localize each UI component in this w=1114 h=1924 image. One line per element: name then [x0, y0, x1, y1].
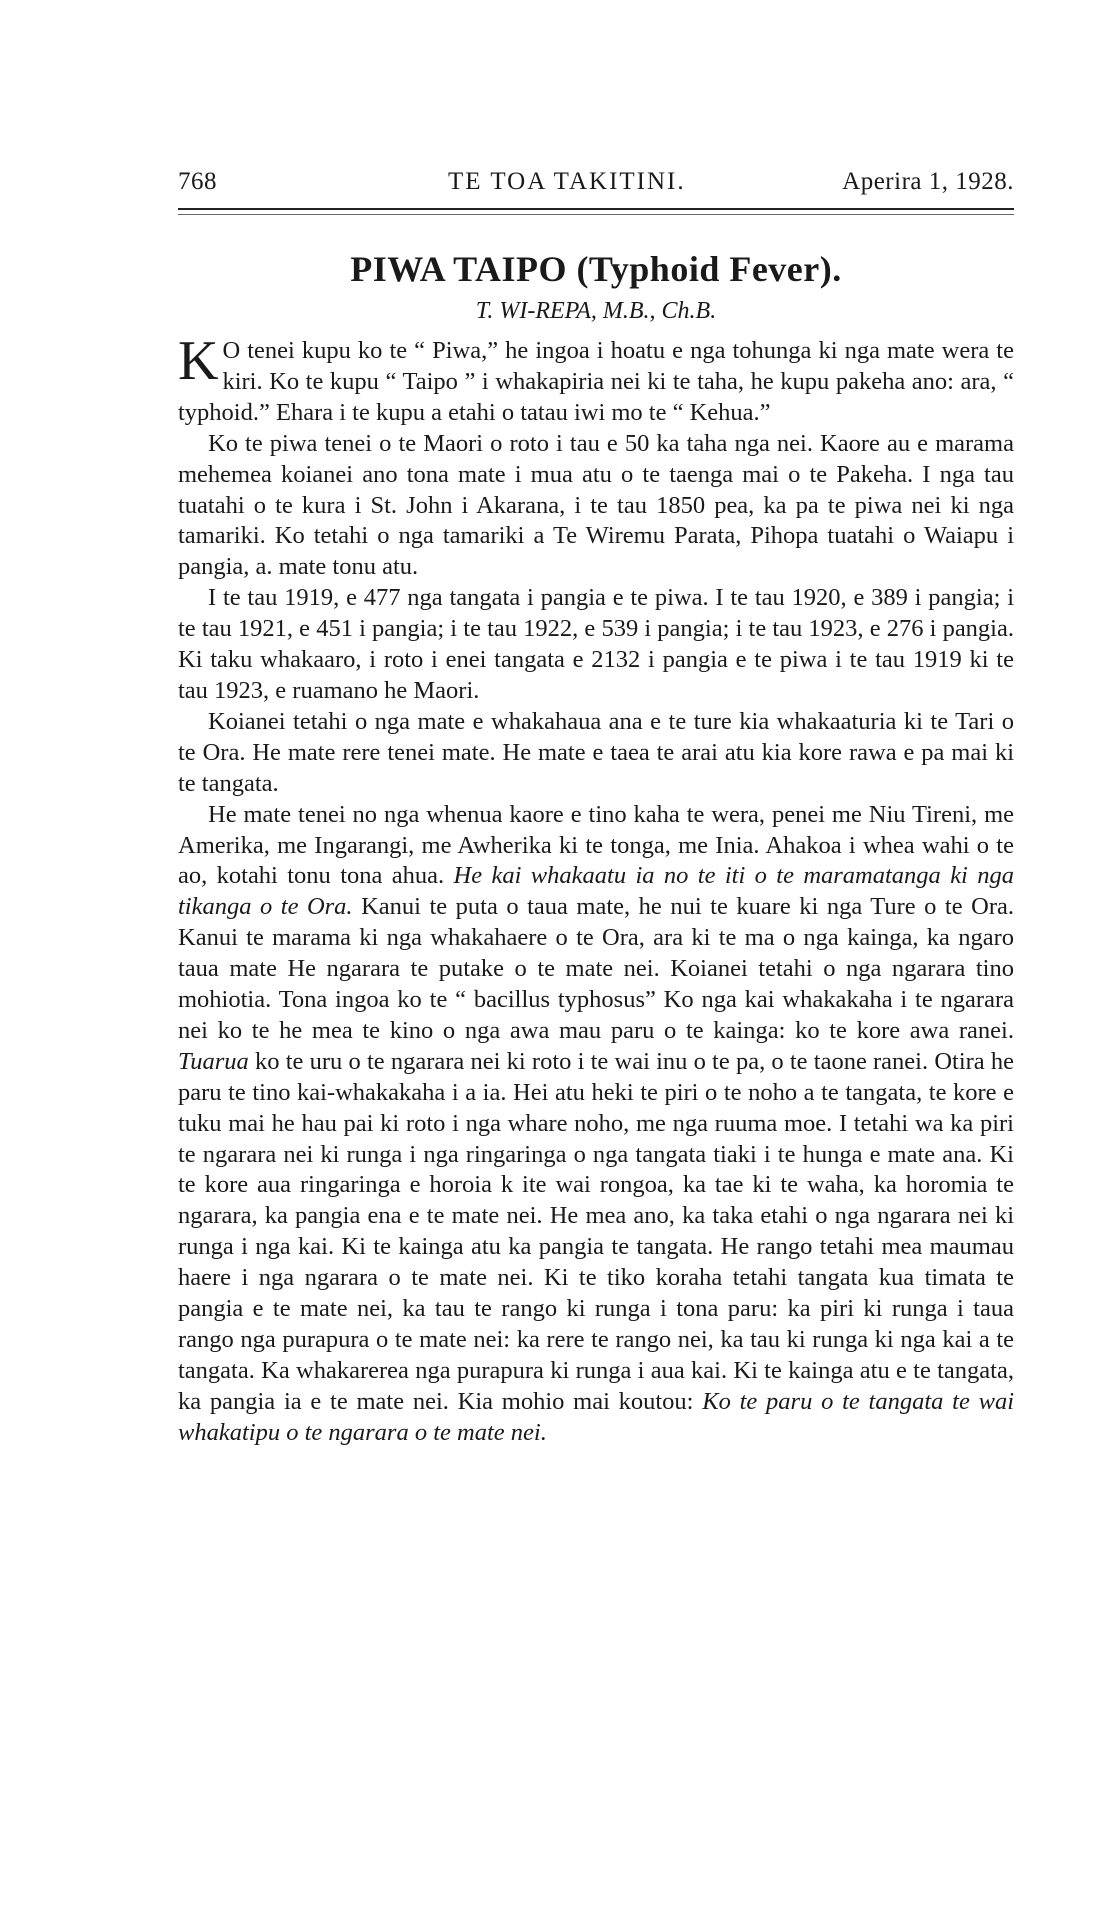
- paragraph-5: [178, 800, 1014, 1449]
- header-rule: [178, 208, 1014, 210]
- page-number: 768: [178, 168, 217, 195]
- article-body: [178, 330, 1015, 1449]
- issue-date: Aperira 1, 1928.: [842, 168, 1014, 195]
- article-byline: T. WI-REPA, M.B., Ch.B.: [475, 298, 717, 324]
- drop-cap: K: [178, 330, 219, 392]
- magazine-title: TE TOA TAKITINI.: [448, 168, 686, 195]
- paragraph-5-part-a: He mate tenei no nga whenua kaore e tino kaha te wera, penei me Niu Tireni, me Amerika, me Ingarangi, me Awherika ki te tonga, me Inia. Ahakoa i whea wahi o te ao, kotahi tonu tona ahua.: [178, 800, 1014, 890]
- paragraph-4: Koianei tetahi o nga mate e whakahaua ana e te ture kia whakaaturia ki te Tari o te Ora. He mate rere tenei mate. He mate e taea te arai atu kia kore rawa e pa mai ki te tangata.: [178, 707, 1014, 797]
- paragraph-5-italic-2: Tuarua: [178, 1047, 249, 1075]
- paragraph-3: I te tau 1919, e 477 nga tangata i pangia e te piwa. I te tau 1920, e 389 i pangia; i te tau 1921, e 451 i pangia; i te tau 1922, e 539 i pangia; i te tau 1923, e 276 i pangia. Ki taku whakaaro, i roto i enei tangata e 2132 i pangia e te piwa i te tau 1919 ki te tau 1923, e ruamano he Maori.: [178, 584, 1014, 704]
- header-rule-thin: [178, 214, 1014, 215]
- article-title: PIWA TAIPO (Typhoid Fever).: [350, 249, 842, 289]
- running-header: [178, 168, 1014, 208]
- paragraph-1-text: O tenei kupu ko te “ Piwa,” he ingoa i hoatu e nga tohunga ki nga mate wera te kiri. Ko te kupu “ Taipo ” i whakapiria nei ki te taha, he kupu pakeha ano: ara, “ typhoid.” Ehara i te kupu a etahi o tatau iwi mo te “ Kehua.”: [178, 337, 1014, 426]
- paragraph-5-italic-1: He kai whakaatu ia no te iti o te maramatanga ki nga tikanga o te Ora.: [178, 862, 1015, 921]
- paragraph-5-italic-3: Ko te paru o te tangata te wai whakatipu o te ngarara o te mate nei.: [178, 1387, 1014, 1446]
- paragraph-1: [178, 330, 1014, 429]
- paragraph-2: Ko te piwa tenei o te Maori o roto i tau e 50 ka taha nga nei. Kaore au e marama mehemea koianei ano tona mate i mua atu o te taenga mai o te Pakeha. I nga tau tuatahi o te kura i St. John i Akarana, i te tau 1850 pea, ka pa te piwa nei ki nga tamariki. Ko tetahi o nga tamariki a Te Wiremu Parata, Pihopa tuatahi o Waiapu i pangia, a. mate tonu atu.: [178, 429, 1014, 581]
- paragraph-5-part-c: ko te uru o te ngarara nei ki roto i te wai inu o te pa, o te taone ranei. Otira he paru te tino kai-whakakaha i a ia. Hei atu heki te piri o te noho a te tangata, te kore e tuku mai he hau pai ki roto i nga whare noho, me nga ruuma moe. I tetahi wa ka piri te ngarara nei ki runga i nga ringaringa o nga tangata tiaki i te hunga e mate ana. Ki te kore aua ringaringa e horoia k ite wai rongoa, ka tae ki te waha, ka horomia te ngarara, ka pangia ena e te mate nei. He mea ano, ka taka etahi o nga ngarara nei ki runga i nga kai. Ki te kainga atu ka pangia te tangata. He rango tetahi mea maumau haere i nga ngarara o te mate nei. Ki te tiko koraha tetahi tangata kua timata te pangia e te mate nei, ka tau te rango ki runga i tona paru: ka piri ki runga i taua rango nga purapura o te mate nei: ka rere te rango nei, ka tau ki runga ki nga kai a te tangata. Ka whakarerea nga purapura ki runga i aua kai. Ki te kainga atu e te tangata, ka pangia ia e te mate nei. Kia mohio mai koutou:: [178, 1047, 1015, 1415]
- paragraph-5-part-b: Kanui te puta o taua mate, he nui te kuare ki nga Ture o te Ora. Kanui te marama ki nga whakahaere o te Ora, ara ki te ma o nga kainga, ka ngaro taua mate He ngarara te putake o te mate nei. Koianei tetahi o nga ngarara tino mohiotia. Tona ingoa ko te “ bacillus typhosus” Ko nga kai whakakaha i te ngarara nei ko te he mea te kino o nga awa mau paru o te kainga: ko te kore awa ranei.: [178, 893, 1014, 1044]
